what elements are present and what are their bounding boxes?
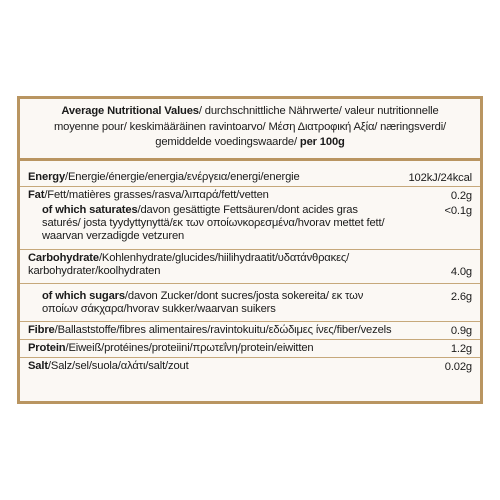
row-salt [28, 360, 472, 373]
salt-translations: /Salz/sel/suola/αλάτι/salt/zout [47, 360, 189, 372]
fat-value: 0.2g [450, 190, 472, 202]
divider [20, 249, 480, 250]
row-carbohydrate [28, 252, 472, 278]
divider [20, 339, 480, 340]
row-saturates [28, 204, 472, 243]
fibre-label: Fibre [28, 324, 55, 336]
header-per: per 100g [299, 136, 345, 149]
fat-label: Fat [28, 189, 45, 201]
protein-label: Protein [28, 342, 66, 354]
row-sugars [28, 290, 472, 316]
nutrition-label [17, 96, 483, 404]
header-bold: Average Nutritional Values [61, 105, 199, 118]
protein-translations: /Eiweiß/protéines/proteiini/πρωτεΐνη/protein/eiwitten [65, 342, 314, 354]
header-line3: gemiddelde voedingswaarde/ [155, 136, 297, 149]
header-line2: moyenne pour/ keskimääräinen ravintoarvo/ Μέση Διατροφική Αξία/ næringsverdi/ [53, 120, 447, 133]
saturates-label: of which saturates [42, 204, 138, 216]
saturates-value: <0.1g [444, 205, 472, 217]
divider [20, 186, 480, 187]
energy-value: 102kJ/24kcal [408, 172, 472, 184]
row-protein [28, 342, 472, 355]
carbohydrate-translations: /Kohlenhydrate/glucides/hiilihydraatit/υδατάνθρακες/ karbohydrater/koolhydraten [28, 252, 350, 277]
header-text [54, 104, 446, 151]
saturates-translations: /davon gesättigte Fettsäuren/dont acides gras saturés/ josta tyydyttynyttä/εκ των οποίωνκορεσμένα/hvorav mettet fett/ waarvan verzadigde vetzuren [42, 204, 385, 242]
row-fat [28, 189, 472, 202]
fibre-value: 0.9g [450, 325, 472, 337]
divider [20, 357, 480, 358]
salt-label: Salt [28, 360, 48, 372]
salt-value: 0.02g [444, 361, 472, 373]
header-line1-rest: / durchschnittliche Nährwerte/ valeur nutritionnelle [198, 105, 439, 118]
divider [20, 283, 480, 284]
sugars-translations: /davon Zucker/dont sucres/josta sokereita/ εκ των οποίων σάκχαρα/hvorav sukker/waarvan suikers [42, 290, 364, 315]
sugars-value: 2.6g [450, 291, 472, 303]
energy-translations: /Energie/énergie/energia/ενέργεια/energi/energie [65, 171, 300, 183]
energy-label: Energy [28, 171, 66, 183]
carbohydrate-value: 4.0g [450, 266, 472, 278]
row-energy [28, 171, 472, 184]
divider [20, 321, 480, 322]
fat-translations: /Fett/matières grasses/rasva/λιπαρά/fett/vetten [44, 189, 269, 201]
nutrition-header [20, 99, 480, 161]
row-fibre [28, 324, 472, 337]
sugars-label: of which sugars [42, 290, 125, 302]
fibre-translations: /Ballaststoffe/fibres alimentaires/ravintokuitu/εδώδιμες ίνες/fiber/vezels [54, 324, 392, 336]
protein-value: 1.2g [450, 343, 472, 355]
carbohydrate-label: Carbohydrate [28, 252, 99, 264]
